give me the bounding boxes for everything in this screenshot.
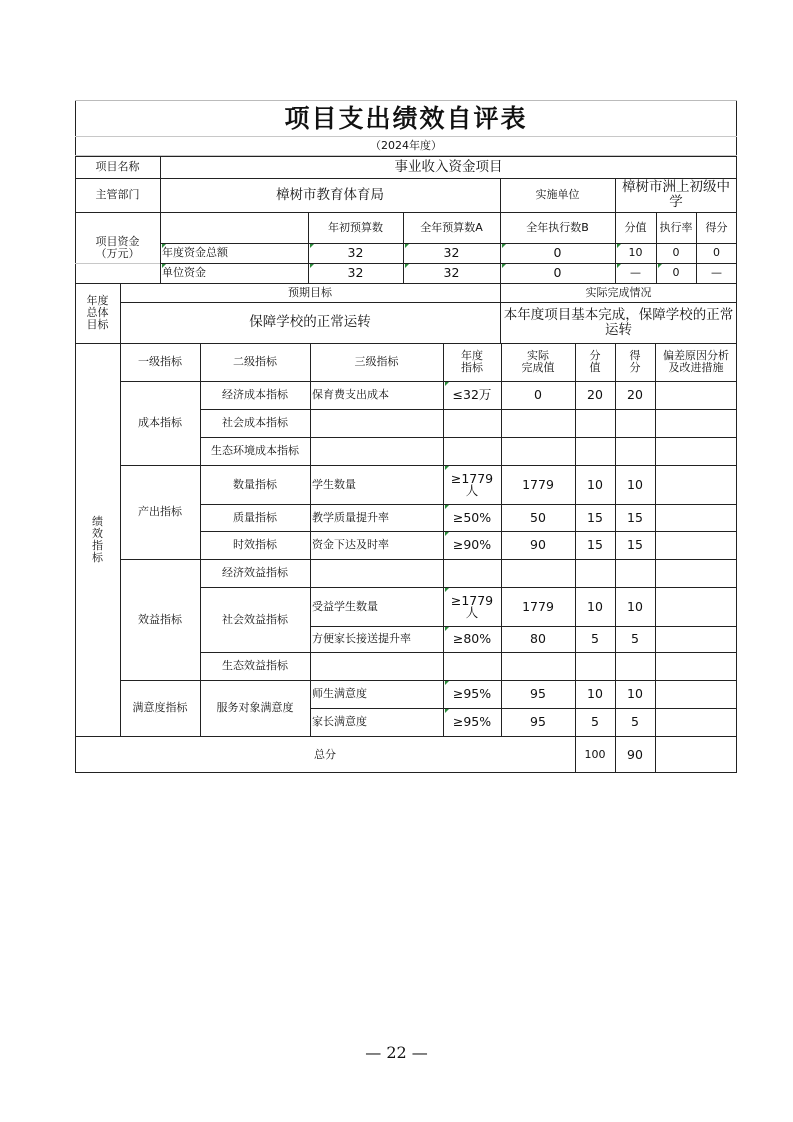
level2-indicator: 时效指标 [233, 538, 277, 551]
level2-indicator: 数量指标 [233, 477, 277, 491]
level2-indicator: 经济效益指标 [222, 566, 288, 579]
level1-indicator: 效益指标 [138, 612, 182, 626]
funds-label: 项目资金 （万元） [95, 234, 140, 260]
level3-indicator: 受益学生数量 [312, 599, 378, 613]
funds-header: 执行率 [659, 220, 693, 234]
score: 15 [627, 537, 643, 552]
page-number: — 22 — [365, 1043, 428, 1062]
funds-cell: 0 [553, 245, 562, 260]
actual-value: 95 [530, 686, 546, 701]
score-value: 5 [591, 631, 599, 646]
cell-marker [310, 264, 314, 268]
level3-indicator: 教学质量提升率 [312, 510, 389, 524]
cell-marker [445, 588, 449, 592]
annual-target [443, 652, 501, 680]
annual-target [443, 559, 501, 587]
project-name-label: 项目名称 [95, 160, 140, 173]
cell-marker [445, 709, 449, 713]
score-value [575, 559, 615, 587]
score: 5 [631, 631, 639, 646]
level3-indicator: 方便家长接送提升率 [312, 632, 411, 645]
actual-value: 1779 [522, 476, 554, 492]
funds-cell: 0 [672, 246, 680, 259]
indicator-header: 分 值 [589, 349, 601, 374]
level3-indicator [310, 409, 443, 437]
funds-row-label: 单位资金 [162, 266, 206, 279]
score-value: 5 [591, 714, 599, 729]
cell-marker [617, 264, 621, 268]
funds-header: 全年预算数A [420, 220, 483, 234]
cell-marker [445, 627, 449, 631]
level2-indicator: 社会效益指标 [222, 612, 288, 626]
level2-indicator: 质量指标 [233, 510, 277, 524]
funds-cell: 32 [443, 265, 460, 280]
impl-label: 实施单位 [535, 188, 580, 201]
funds-cell: — [711, 266, 722, 279]
funds-header: 分值 [624, 220, 647, 234]
total-score: 90 [627, 746, 643, 762]
indicator-header: 偏差原因分析 及改进措施 [663, 349, 729, 374]
annual-target: ≥90% [452, 537, 492, 552]
actual-value [501, 652, 575, 680]
cell-marker [310, 244, 314, 248]
score [615, 437, 655, 465]
annual-target: ≥95% [452, 714, 492, 729]
level3-indicator: 学生数量 [312, 477, 356, 491]
score-value: 15 [587, 509, 603, 525]
score-value: 10 [587, 598, 603, 614]
indicator-header: 年度 指标 [461, 349, 483, 374]
funds-cell: 32 [347, 265, 364, 280]
funds-cell: 10 [628, 246, 643, 259]
score: 5 [631, 714, 639, 729]
annual-target: ≥50% [452, 509, 492, 525]
funds-cell: 32 [443, 245, 460, 260]
actual-value [501, 559, 575, 587]
indicator-header: 实际 完成值 [521, 349, 555, 374]
funds-cell: 0 [713, 246, 720, 259]
expected-label: 预期目标 [288, 285, 332, 299]
level1-indicator: 成本指标 [138, 416, 182, 429]
score [615, 652, 655, 680]
actual-value: 0 [534, 387, 542, 402]
cell-marker [162, 264, 166, 268]
actual-value: 50 [530, 509, 546, 525]
goal-expected: 保障学校的正常运转 [249, 314, 371, 330]
annual-target: ≥95% [452, 686, 492, 701]
score [615, 559, 655, 587]
cell-marker [502, 244, 506, 248]
score: 20 [627, 387, 643, 402]
annual-target [443, 409, 501, 437]
actual-value: 90 [530, 537, 546, 552]
dept-label: 主管部门 [95, 188, 140, 201]
perf-label: 绩 效 指 标 [92, 514, 103, 564]
funds-header: 全年执行数B [526, 220, 589, 234]
level3-indicator [310, 437, 443, 465]
level2-indicator: 服务对象满意度 [216, 701, 294, 714]
actual-value: 80 [530, 631, 546, 646]
impl-value: 樟树市洲上初级中学 [622, 179, 730, 210]
funds-cell: 0 [672, 266, 680, 279]
actual-value: 1779 [522, 598, 554, 614]
level3-indicator: 资金下达及时率 [312, 538, 389, 551]
score-value [575, 652, 615, 680]
funds-cell: 32 [347, 245, 364, 260]
table-title: 项目支出绩效自评表 [284, 103, 528, 133]
cell-marker [445, 532, 449, 536]
level2-indicator: 生态环境成本指标 [211, 444, 299, 457]
indicator-header: 二级指标 [233, 355, 277, 368]
total-label: 总分 [314, 747, 336, 761]
funds-cell: — [630, 266, 641, 279]
score-value: 10 [587, 476, 603, 492]
cell-marker [445, 505, 449, 509]
level3-indicator [310, 652, 443, 680]
level3-indicator: 保育费支出成本 [312, 388, 389, 401]
cell-marker [445, 466, 449, 470]
level3-indicator: 师生满意度 [312, 687, 367, 700]
level3-indicator [310, 559, 443, 587]
score [615, 409, 655, 437]
cell-marker [658, 264, 662, 268]
level1-indicator: 产出指标 [138, 505, 182, 518]
score: 10 [627, 598, 643, 614]
actual-value [501, 437, 575, 465]
score-value: 10 [587, 686, 603, 701]
funds-header: 得分 [705, 220, 728, 234]
actual-value [501, 409, 575, 437]
score-value [575, 409, 615, 437]
funds-header: 年初预算数 [328, 220, 383, 234]
score-value [575, 437, 615, 465]
actual-label: 实际完成情况 [585, 285, 652, 299]
indicator-header: 一级指标 [138, 355, 182, 368]
cell-marker [502, 264, 506, 268]
project-name: 事业收入资金项目 [394, 158, 503, 175]
level1-indicator: 满意度指标 [132, 701, 188, 714]
performance-table [75, 100, 737, 773]
score: 15 [627, 509, 643, 525]
cell-marker [405, 244, 409, 248]
level2-indicator: 社会成本指标 [222, 416, 288, 429]
cell-marker [617, 244, 621, 248]
dept-value: 樟树市教育体育局 [276, 186, 384, 203]
funds-cell: 0 [553, 265, 562, 280]
actual-value: 95 [530, 714, 546, 729]
score-value: 20 [587, 387, 603, 402]
level2-indicator: 生态效益指标 [222, 659, 288, 672]
score-value: 15 [587, 537, 603, 552]
score: 10 [627, 686, 643, 701]
annual-target: ≤32万 [452, 387, 492, 402]
report-year: （2024年度） [370, 139, 442, 152]
level2-indicator: 经济成本指标 [222, 388, 288, 401]
total-value: 100 [584, 747, 606, 761]
cell-marker [405, 264, 409, 268]
indicator-header: 得 分 [629, 349, 641, 374]
cell-marker [445, 382, 449, 386]
indicator-header: 三级指标 [354, 355, 399, 368]
level3-indicator: 家长满意度 [312, 715, 367, 728]
score: 10 [627, 476, 643, 492]
goal-label: 年度 总体 目标 [86, 294, 109, 331]
goal-actual: 本年度项目基本完成，保障学校的正常运转 [503, 306, 734, 338]
annual-target: ≥1779 人 [450, 470, 494, 498]
annual-target: ≥80% [452, 631, 492, 646]
funds-row-label: 年度资金总额 [162, 246, 228, 259]
cell-marker [445, 681, 449, 685]
cell-marker [162, 244, 166, 248]
annual-target: ≥1779 人 [450, 592, 494, 620]
annual-target [443, 437, 501, 465]
